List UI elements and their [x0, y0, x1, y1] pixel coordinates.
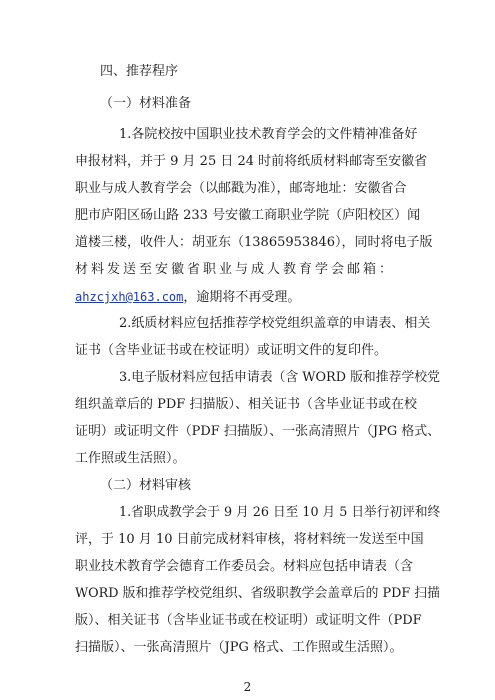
- paragraph-line: 材料发送至安徽省职业与成人教育学会邮箱：: [75, 262, 396, 277]
- paragraph-line: 1.各院校按中国职业技术教育学会的文件精神准备好: [119, 127, 418, 142]
- paragraph-line: 证书（含毕业证书或在校证明）或证明文件的复印件。: [75, 343, 388, 358]
- paragraph-line: 工作照或生活照）。: [75, 451, 186, 466]
- paragraph-line: 2.纸质材料应包括推荐学校党组织盖章的申请表、相关: [119, 316, 431, 331]
- paragraph-line: WORD 版和推荐学校党组织、省级职教学会盖章后的 PDF 扫描: [75, 586, 440, 601]
- paragraph-line: 扫描版）、一张高清照片（JPG 格式、工作照或生活照）。: [75, 640, 403, 655]
- paragraph-line: 组织盖章后的 PDF 扫描版）、相关证书（含毕业证书或在校: [75, 397, 417, 412]
- page-number: 2: [243, 680, 252, 694]
- paragraph-line: 3.电子版材料应包括申请表（含 WORD 版和推荐学校党: [119, 370, 441, 385]
- paragraph-line: 评，于 10 月 10 日前完成材料审核，将材料统一发送至中国: [75, 532, 424, 547]
- subsection-heading-materials-prep: （一）材料准备: [100, 96, 192, 111]
- email-link[interactable]: ahzcjxh@163.com: [75, 290, 184, 304]
- paragraph-line-email: [75, 289, 300, 306]
- paragraph-line: 版）、相关证书（含毕业证书或在校证明）或证明文件（PDF: [75, 613, 422, 628]
- section-heading: 四、推荐程序: [100, 64, 179, 79]
- paragraph-line: 道楼三楼，收件人：胡亚东（13865953846），同时将电子版: [75, 235, 433, 250]
- paragraph-line: 1.省职成教学会于 9 月 26 日至 10 月 5 日举行初评和终: [119, 505, 441, 520]
- subsection-heading-materials-review: （二）材料审核: [100, 478, 192, 493]
- paragraph-line: 职业技术教育学会德育工作委员会。材料应包括申请表（含: [75, 559, 414, 574]
- paragraph-line: 肥市庐阳区砀山路 233 号安徽工商职业学院（庐阳校区）闻: [75, 208, 421, 223]
- paragraph-line: 证明）或证明文件（PDF 扫描版）、一张高清照片（JPG 格式、: [75, 424, 441, 439]
- deadline-note: ，逾期将不再受理。: [183, 290, 301, 305]
- paragraph-line: 职业与成人教育学会（以邮戳为准），邮寄地址：安徽省合: [75, 181, 407, 196]
- paragraph-line: 申报材料，并于 9 月 25 日 24 时前将纸质材料邮寄至安徽省: [75, 154, 428, 169]
